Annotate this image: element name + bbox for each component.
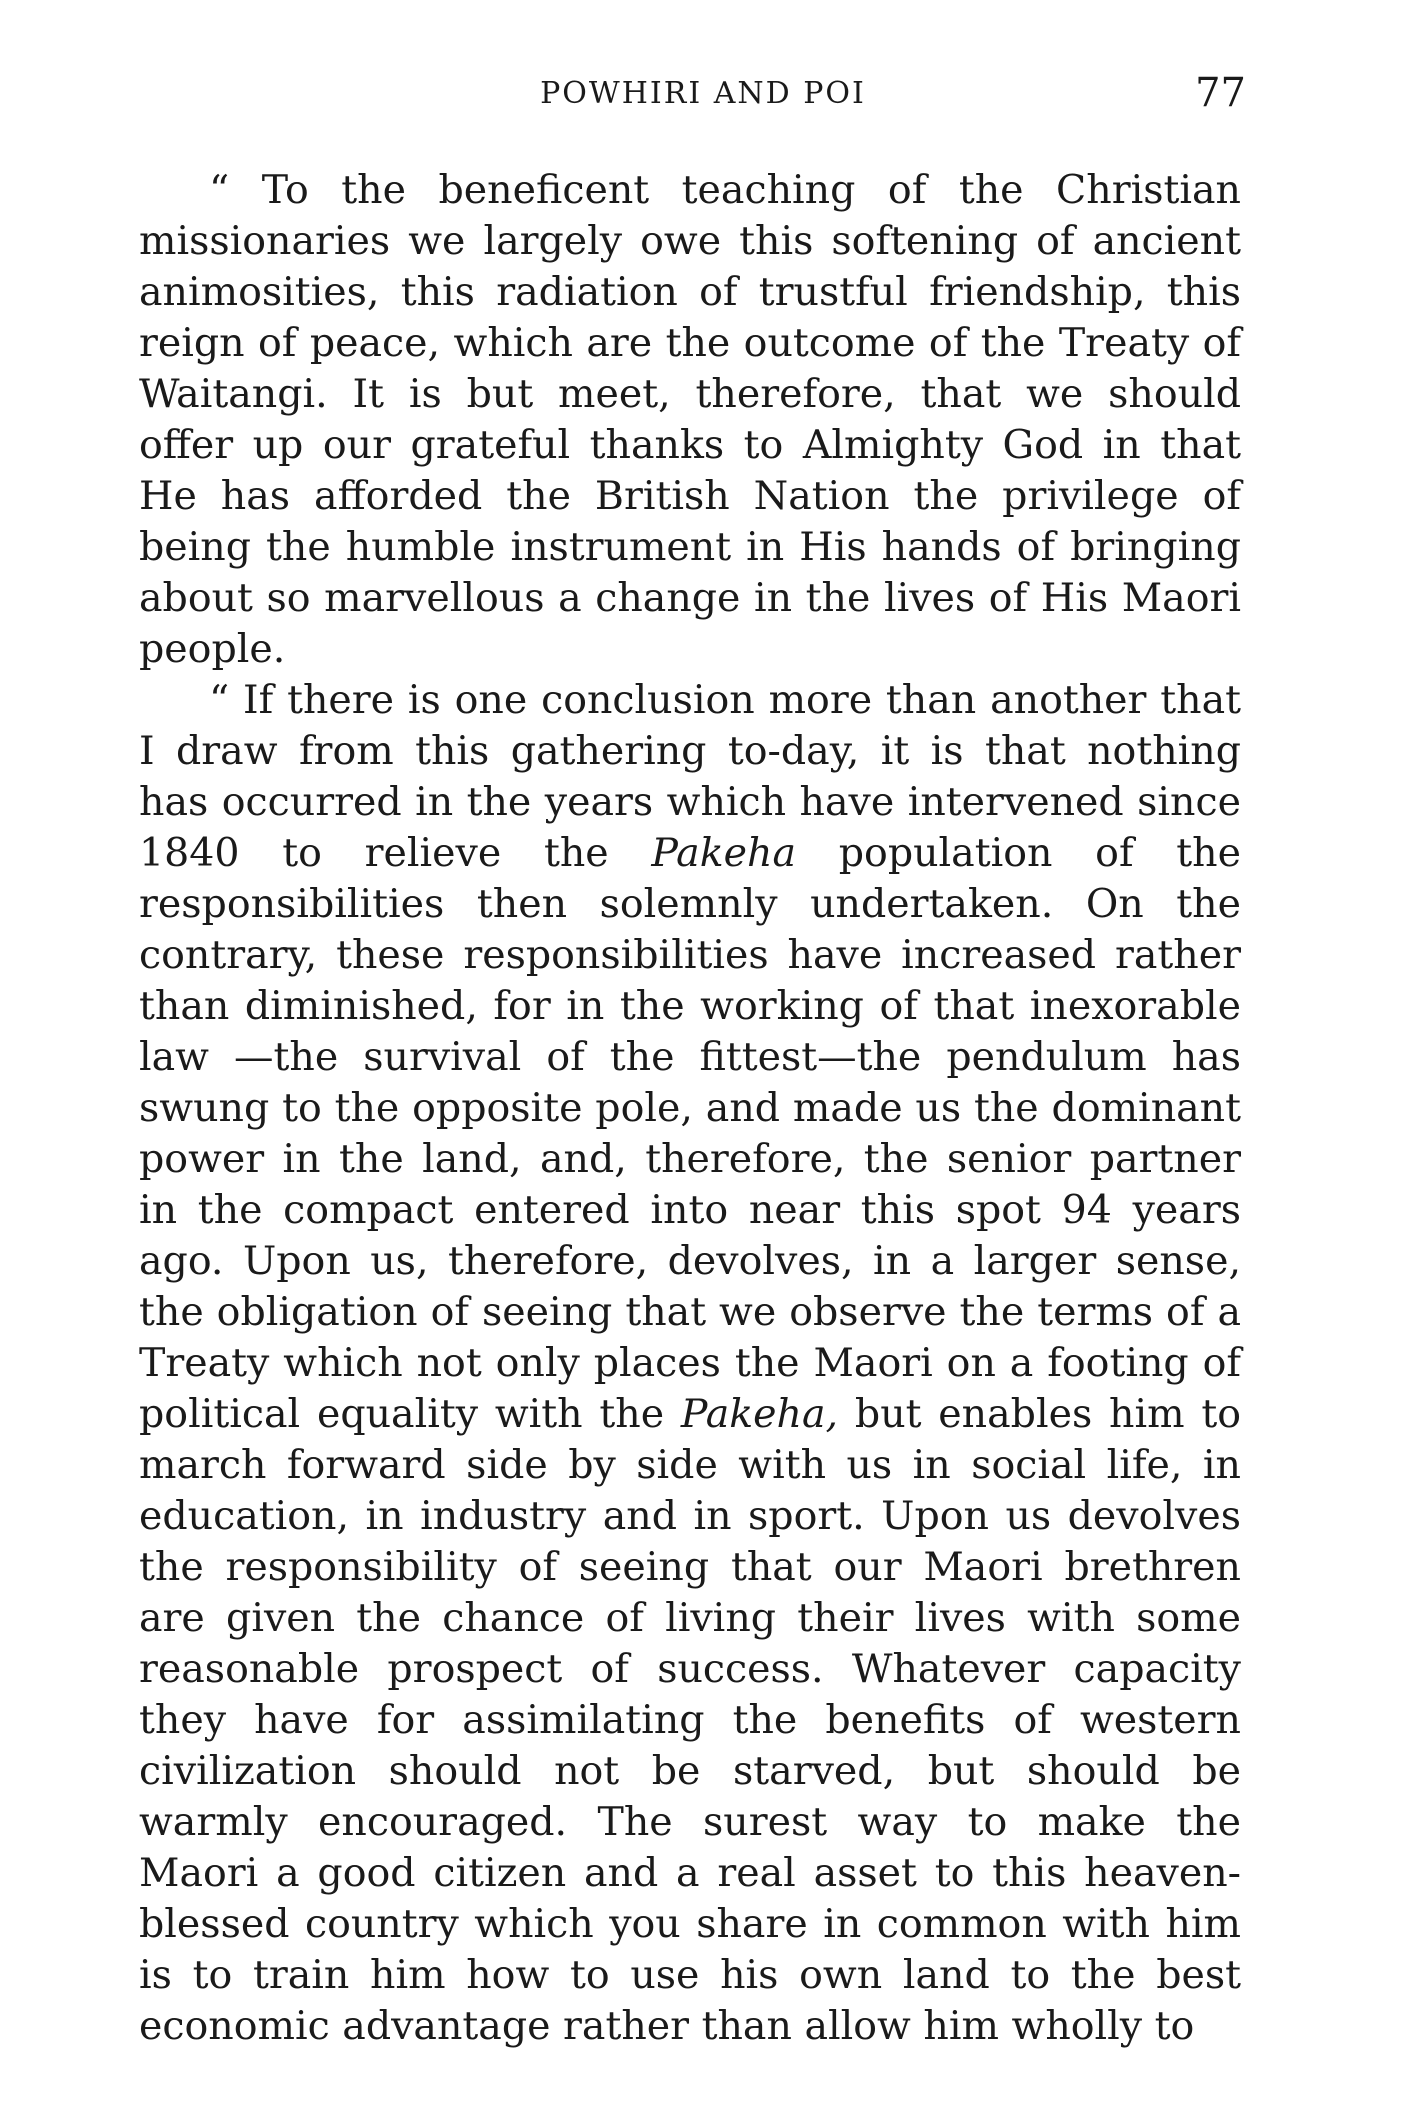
paragraph-1 bbox=[139, 165, 1241, 675]
text-segment: “ To the beneficent teaching of the Christian missionaries we largely owe this softening of ancient animosities, this radiation of trustful friendship, this reign of peace, which are the outcome of the Treaty of Waitangi. It is but meet, therefore, that we should offer up our grateful thanks to Almighty God in that He has afforded the British Nation the privilege of being the humble instrument in His hands of bringing about so marvellous a change in the lives of His Maori people. bbox=[139, 167, 1241, 672]
body-text bbox=[139, 165, 1241, 2052]
text-segment: population of the responsibilities then solemnly undertaken. On the contrary, these responsibilities have increased rather than diminished, for in the working of that inexorable law —the survival of the fittest—the pendulum has swung to the opposite pole, and made us the dominant power in the land, and, therefore, the senior partner in the compact entered into near this spot 94 years ago. Upon us, therefore, devolves, in a larger sense, the obligation of seeing that we observe the terms of a Treaty which not only places the Maori on a footing of political equality with the bbox=[139, 830, 1241, 1437]
text-segment: but enables him to march forward side by side with us in social life, in education, in industry and in sport. Upon us devolves the responsibility of seeing that our Maori brethren are given the chance of living their lives with some reasonable prospect of success. Whatever capacity they have for assimilating the benefits of western civilization should not be starved, but should be warmly encouraged. The surest way to make the Maori a good citizen and a real asset to this heaven-blessed country which you share in common with him is to train him how to use his own land to the best economic advantage rather than allow him wholly to bbox=[139, 1391, 1242, 2049]
text-segment: “ If there is one conclusion more than another that I draw from this gathering to-day, it is that nothing has occurred in the years which have intervened since 1840 to relieve the bbox=[139, 677, 1241, 876]
italic-term: Pakeha bbox=[651, 830, 797, 876]
paragraph-2 bbox=[139, 675, 1241, 2052]
running-head bbox=[0, 70, 1406, 130]
page-number: 77 bbox=[1195, 70, 1246, 116]
running-title: POWHIRI AND POI bbox=[540, 76, 866, 111]
italic-term: Pakeha, bbox=[680, 1391, 839, 1437]
